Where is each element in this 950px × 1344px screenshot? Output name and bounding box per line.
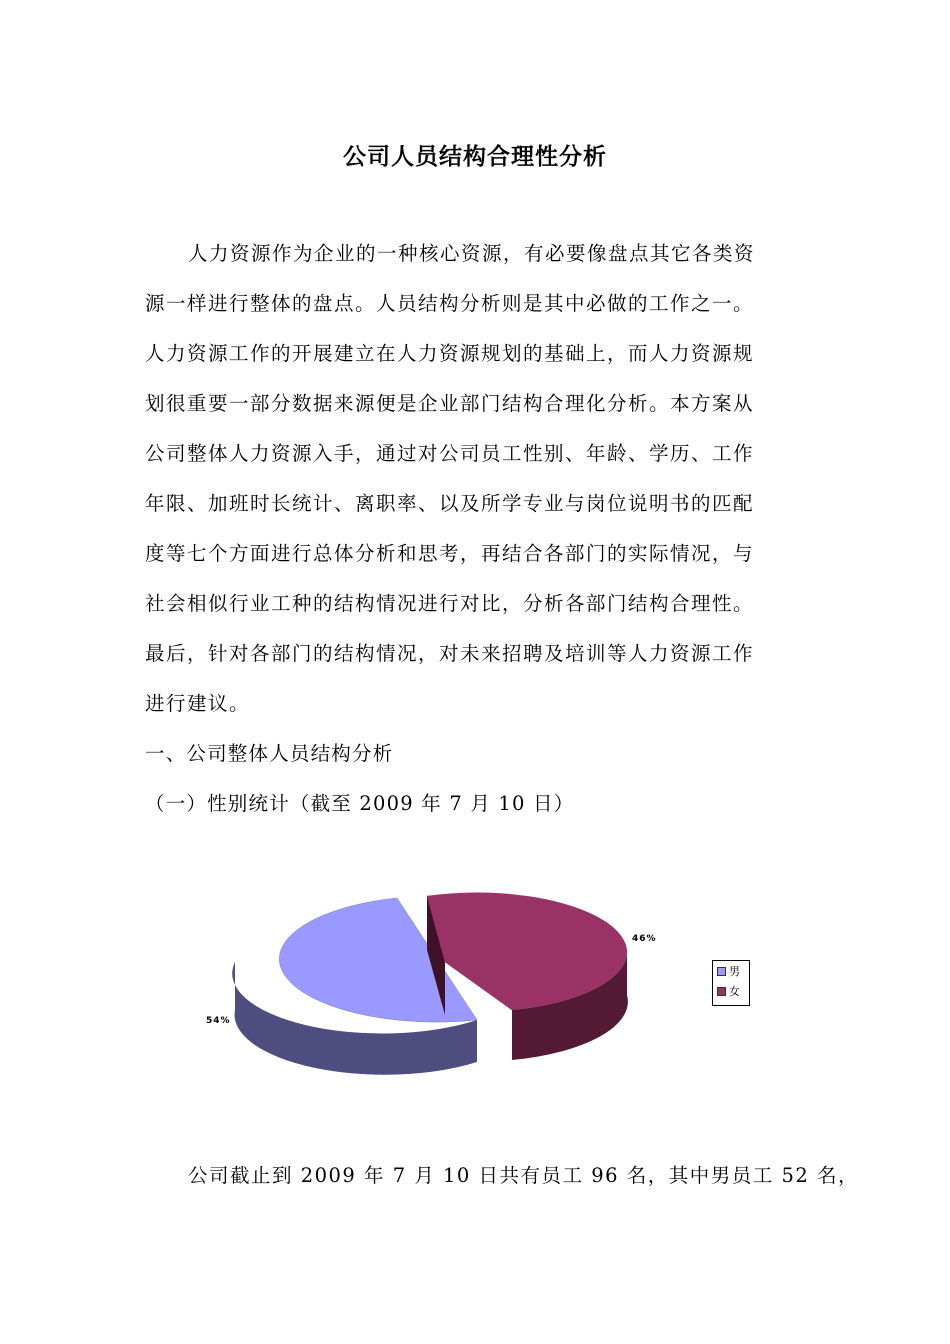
intro-line: 度等七个方面进行总体分析和思考，再结合各部门的实际情况，与 xyxy=(145,542,755,565)
subsection-heading: （一）性别统计（截至 2009 年 7 月 10 日） xyxy=(145,792,575,815)
data-label-male: 54% xyxy=(206,1016,231,1026)
legend-item-female xyxy=(713,981,749,1001)
chart-legend xyxy=(712,960,750,1006)
legend-item-male xyxy=(713,961,749,981)
intro-line: 划很重要一部分数据来源便是企业部门结构合理化分析。本方案从 xyxy=(145,392,755,415)
intro-line: 人力资源作为企业的一种核心资源，有必要像盘点其它各类资 xyxy=(188,242,756,265)
page-title: 公司人员结构合理性分析 xyxy=(343,144,607,170)
data-label-female: 46% xyxy=(632,934,657,944)
intro-line: 年限、加班时长统计、离职率、以及所学专业与岗位说明书的匹配 xyxy=(145,492,755,515)
intro-line: 公司整体人力资源入手，通过对公司员工性别、年龄、学历、工作 xyxy=(145,442,755,465)
intro-line: 最后，针对各部门的结构情况，对未来招聘及培训等人力资源工作 xyxy=(145,642,755,665)
legend-label-male: 男 xyxy=(729,965,740,978)
legend-label-female: 女 xyxy=(729,985,740,998)
legend-swatch-male xyxy=(717,967,726,976)
closing-line: 公司截止到 2009 年 7 月 10 日共有员工 96 名，其中男员工 52 名， xyxy=(188,1164,859,1187)
intro-line: 社会相似行业工种的结构情况进行对比，分析各部门结构合理性。 xyxy=(145,592,755,615)
intro-line: 人力资源工作的开展建立在人力资源规划的基础上，而人力资源规 xyxy=(145,342,755,365)
legend-swatch-female xyxy=(717,987,726,996)
gender-pie-chart xyxy=(185,870,785,1080)
intro-line: 源一样进行整体的盘点。人员结构分析则是其中必做的工作之一。 xyxy=(145,292,755,315)
section-heading: 一、公司整体人员结构分析 xyxy=(145,742,394,765)
intro-line: 进行建议。 xyxy=(145,692,251,715)
